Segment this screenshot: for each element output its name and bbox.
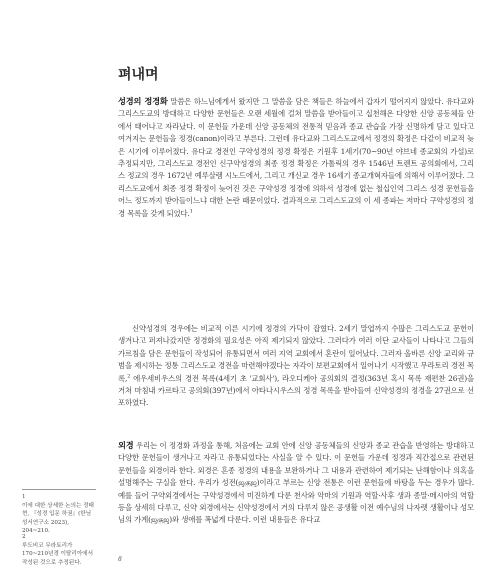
paragraph-text: 말씀은 하느님에게서 왔지만 그 말씀을 담은 책들은 하늘에서 갑자기 떨어지지 않았다. 유다교와 그리스도교의 방대하고 다양한 문헌들은 오랜 세월에 걸쳐 말씀을 받아들이고 십천해온 다양한 신앙 공동체들 안에서 태어나고 자라났다. 이 문헌들 가운데 신앙 공동체의 전통적 믿음과 종교 관습을 가장 신명하게 담고 있다고 여겨지는 문헌들을 정경(canon)이라고 부른다. 그런데 유다교와 그리스도교에서 정경의 확정은 다같이 비교적 늦은 시기에 이루어졌다. 유다교 경전인 구약성경의 정경 확정은 기원후 1세기(70~90년 야브네 종교회의 가설)로 추정되지만, 그리스도교 경전인 신구약성경의 최종 정경 확정은 가톨릭의 경우 1546년 트렌트 공의회에서, 그리스 정교의 경우 1672년 예루살렘 시노드에서, 그리고 개신교 경우 16세기 종교개혁자들에 의해서 이루어졌다. 그리스도교에서 최종 정경 확정이 늦어진 것은 구약성경 정경에 의하서 성경에 없는 철십인역 그리스 성경 문헌들을 어느 정도까지 받아들이느냐 대한 논란 때문이었다. 결과적으로 그리스도교의 이 세 종파는 저마다 구약성경의 정경 목록을 갖게 되었다. — [118, 97, 475, 218]
sidenote-2 — [22, 533, 96, 567]
paragraph-new-testament — [118, 323, 474, 410]
sidenote-text: 루도비코 무라토리가 170~210년경 이탈리아에서 작성된 것으로 추정된다. — [22, 542, 94, 566]
page-number: 8 — [118, 556, 122, 563]
paragraph-canonization — [118, 95, 474, 220]
section-title-apocrypha: 외경 — [118, 440, 134, 450]
page-heading: 펴내며 — [118, 67, 159, 83]
section-title-canonization: 성경의 정경화 — [118, 96, 168, 106]
paragraph-text: 우리는 이 정경화 과정을 통해, 처음에는 교회 안에 신앙 공동체들의 신앙과 종교 관습을 반영하는 방대하고 다양한 문헌들이 생겨나고 자라고 유통되었다는 사실을 알 수 있다. 이 문헌들 가운데 정경과 직간접으로 관련된 문헌들을 외경이라 한다. 외경은 흔종 정경의 내용을 보완하거나 그 내용과 관련하여 제기되는 난해함이나 의혹을 설명해주는 구실을 한다. 우리가 성전(ஜகுஜ)이라고 부르는 신앙 전통은 이런 문헌들에 바탕을 두는 경우가 많다. 예를 들어 구약외경에서는 구약성경에서 미진하게 다룬 천사와 악마의 기원과 역할·사후 생과 종말·메시아의 역할 등을 상세히 다루고, 신약 외경에서는 신약성경에서 거의 다루지 않은 공생활 이전 예수님의 나자렛 생활이나 성모님의 가계(ஜகுஜ)와 생애를 폭넓게 다룬다. 이런 내용들은 유다교 — [118, 441, 474, 525]
paragraph-apocrypha — [118, 439, 474, 527]
sidenote-number: 2 — [22, 534, 26, 540]
sidenote-divider — [22, 489, 96, 490]
paragraph-text: 신약성경의 경우에는 비교적 이른 시기에 정경의 가닥이 잡혔다. 2세기 말엽까지 수많은 그리스도교 문헌이 생겨나고 퍼져나갔지만 정경화의 필요성은 아직 제기되지 않았다. 그러다가 여러 이단 교사들이 나타나고 그들의 가르침을 담은 문헌들이 작성되어 유통되면서 여러 지역 교회에서 혼란이 일어났다. 그러자 올바른 신앙 교리와 규범을 제시하는 정통 그리스도교 경전을 마련해야겠다는 자각이 보편교회에서 일어나기 시작했고 무라토리 경전 목록, — [118, 324, 474, 383]
footnote-ref-1[interactable]: 1 — [189, 208, 193, 215]
sidenote-text: 이에 대한 상세한 논의는 정태현, 『성경 입문 하권』(한님성서연구소 2023), 204~210. — [22, 502, 94, 535]
paragraph-text-continued: 에우세비우스의 경전 목록(4세기 초 '교회사'), 라오디케아 공의회의 결정(363년 혹시 목록 재편찬 26권)을 거쳐 마침내 카르타고 공의회(397년)에서 아타나시우스의 정경 목록을 받아들여 신약성경의 정경을 27권으로 선포하였다. — [118, 373, 474, 408]
sidenote-1 — [22, 493, 96, 536]
footnote-ref-2[interactable]: 2 — [127, 373, 131, 380]
sidenote-number: 1 — [22, 494, 26, 500]
